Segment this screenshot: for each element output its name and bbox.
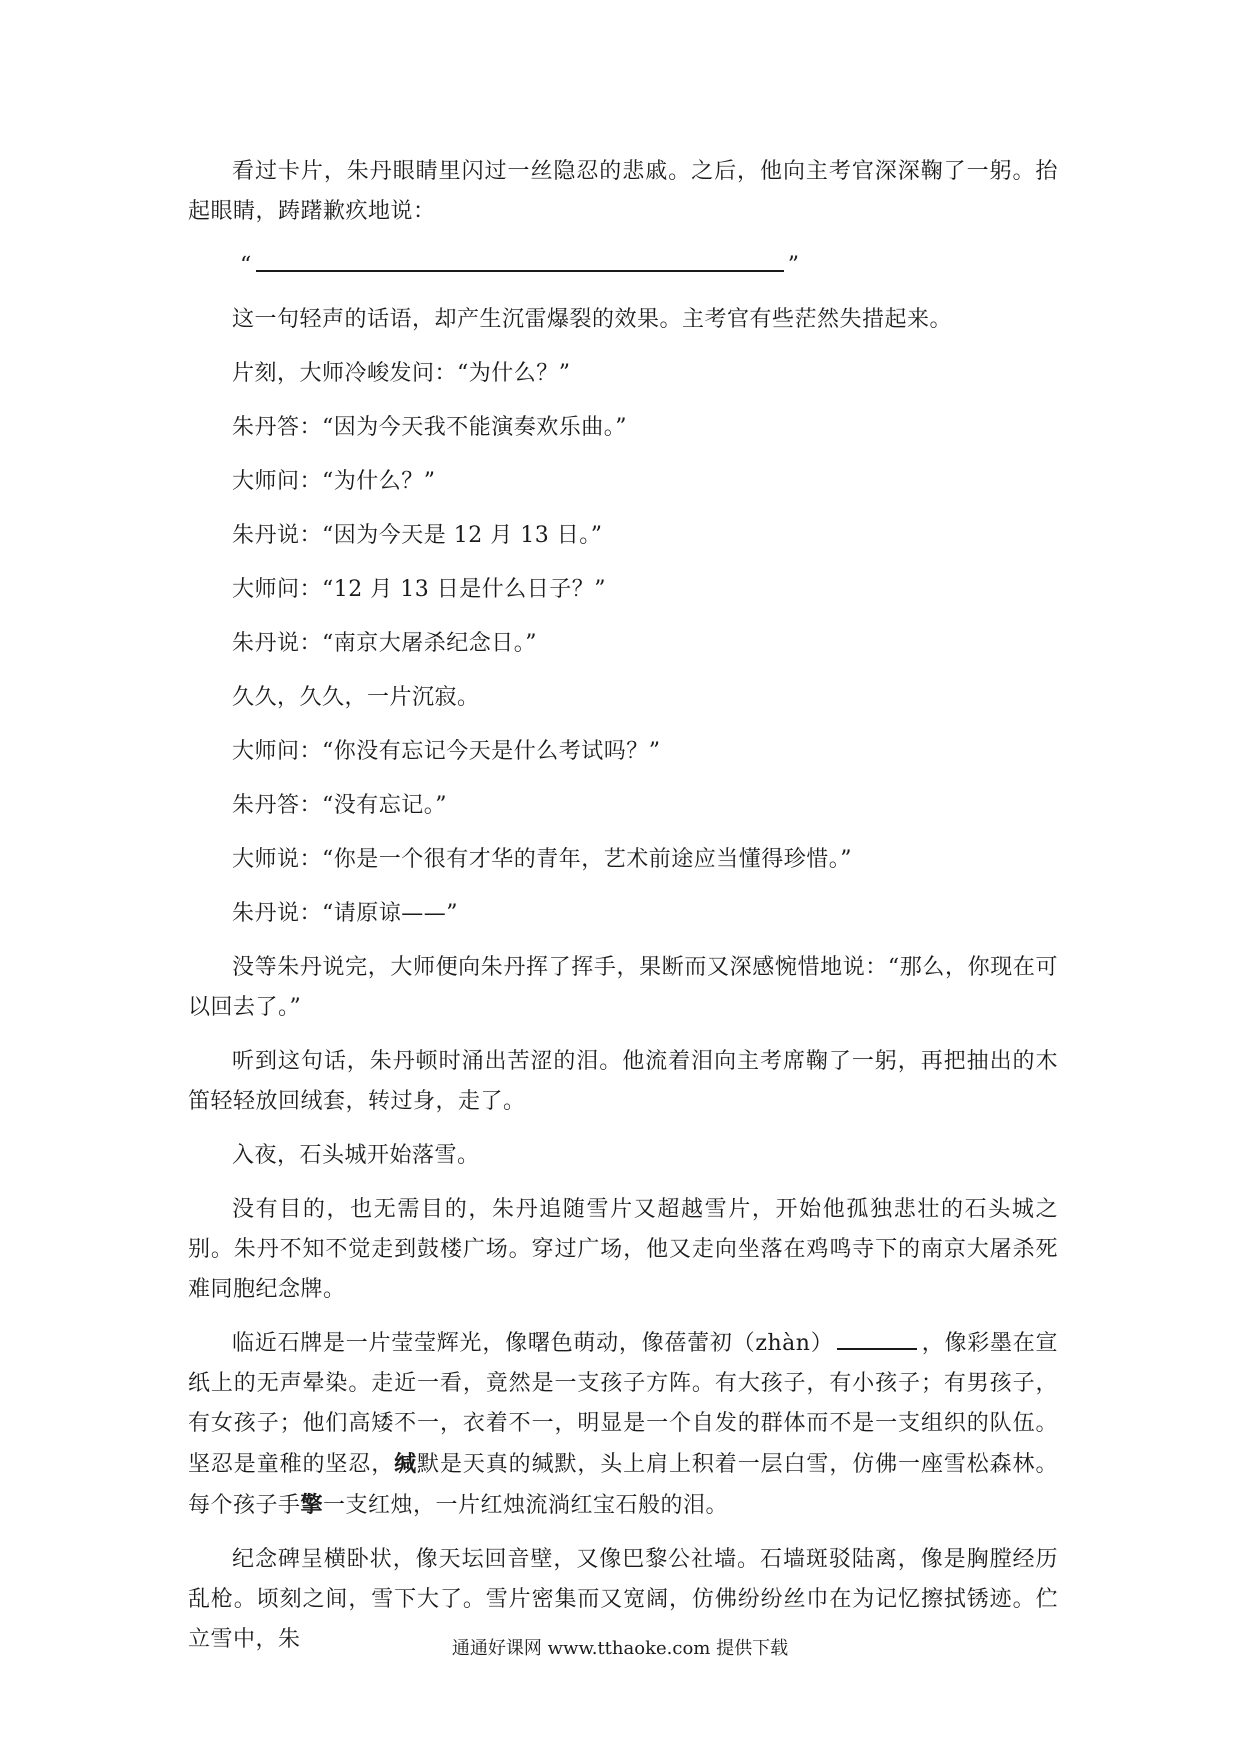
paragraph: 朱丹答：“没有忘记。” bbox=[232, 793, 447, 818]
paragraph: 入夜，石头城开始落雪。 bbox=[232, 1143, 480, 1168]
paragraph: 朱丹答：“因为今天我不能演奏欢乐曲。” bbox=[232, 415, 627, 440]
paragraph: 纪念碑呈横卧状，像天坛回音壁，又像巴黎公社墙。石墙斑驳陆离，像是胸膛经历乱枪。顷刻之间，雪下大了。雪片密集而又宽阔，仿佛纷纷丝巾在为记忆擦拭锈迹。伫立雪中，朱 bbox=[188, 1547, 1058, 1652]
paragraph: 没等朱丹说完，大师便向朱丹挥了挥手，果断而又深感惋惜地说：“那么，你现在可以回去了。” bbox=[188, 955, 1058, 1020]
paragraph-with-blank bbox=[188, 1324, 1058, 1526]
paragraph: 片刻，大师冷峻发问：“为什么？” bbox=[232, 361, 571, 386]
open-quote: “ bbox=[240, 253, 252, 278]
paragraph-text: ，像彩墨在宣纸上的无声晕染。走近一看，竟然是一支孩子方阵。有大孩子，有小孩子；有男孩子，有女孩子；他们高矮不一，衣着不一，明显是一个自发的群体而不是一支组织的队伍。坚忍是童稚的坚忍， bbox=[188, 1331, 1058, 1477]
page-footer: 通通好课网 www.tthaoke.com 提供下载 bbox=[451, 1638, 789, 1659]
paragraph: 朱丹说：“因为今天是 12 月 13 日。” bbox=[232, 523, 603, 548]
paragraph: 听到这句话，朱丹顿时涌出苦涩的泪。他流着泪向主考席鞠了一躬，再把抽出的木笛轻轻放回绒套，转过身，走了。 bbox=[188, 1049, 1058, 1114]
paragraph: 大师说：“你是一个很有才华的青年，艺术前途应当懂得珍惜。” bbox=[232, 847, 852, 872]
close-quote: ” bbox=[787, 253, 800, 278]
bold-character: 擎 bbox=[300, 1492, 324, 1518]
answer-blank-line bbox=[188, 246, 1058, 286]
paragraph: 看过卡片，朱丹眼睛里闪过一丝隐忍的悲戚。之后，他向主考官深深鞠了一躬。抬起眼睛，踌躇歉疚地说： bbox=[188, 159, 1058, 224]
paragraph-text: 默是天真的缄默，头上肩上积着一层白雪，仿佛一座雪松森林。每个孩子手 bbox=[188, 1452, 1058, 1518]
bold-character: 缄 bbox=[394, 1451, 418, 1477]
paragraph: 久久，久久，一片沉寂。 bbox=[232, 685, 480, 710]
answer-blank[interactable] bbox=[837, 1326, 917, 1350]
paragraph: 这一句轻声的话语，却产生沉雷爆裂的效果。主考官有些茫然失措起来。 bbox=[232, 307, 953, 332]
paragraph: 大师问：“为什么？” bbox=[232, 469, 436, 494]
paragraph: 朱丹说：“请原谅——” bbox=[232, 901, 458, 926]
paragraph-text: 临近石牌是一片莹莹辉光，像曙色萌动，像蓓蕾初（zhàn） bbox=[232, 1331, 834, 1356]
paragraph: 大师问：“你没有忘记今天是什么考试吗？” bbox=[232, 739, 661, 764]
answer-blank[interactable] bbox=[256, 246, 784, 272]
article-body bbox=[188, 152, 1058, 1674]
paragraph-text: 一支红烛，一片红烛流淌红宝石般的泪。 bbox=[323, 1493, 729, 1518]
paragraph: 大师问：“12 月 13 日是什么日子？” bbox=[232, 577, 606, 602]
paragraph: 没有目的，也无需目的，朱丹追随雪片又超越雪片，开始他孤独悲壮的石头城之别。朱丹不知不觉走到鼓楼广场。穿过广场，他又走向坐落在鸡鸣寺下的南京大屠杀死难同胞纪念牌。 bbox=[188, 1197, 1058, 1302]
paragraph: 朱丹说：“南京大屠杀纪念日。” bbox=[232, 631, 537, 656]
